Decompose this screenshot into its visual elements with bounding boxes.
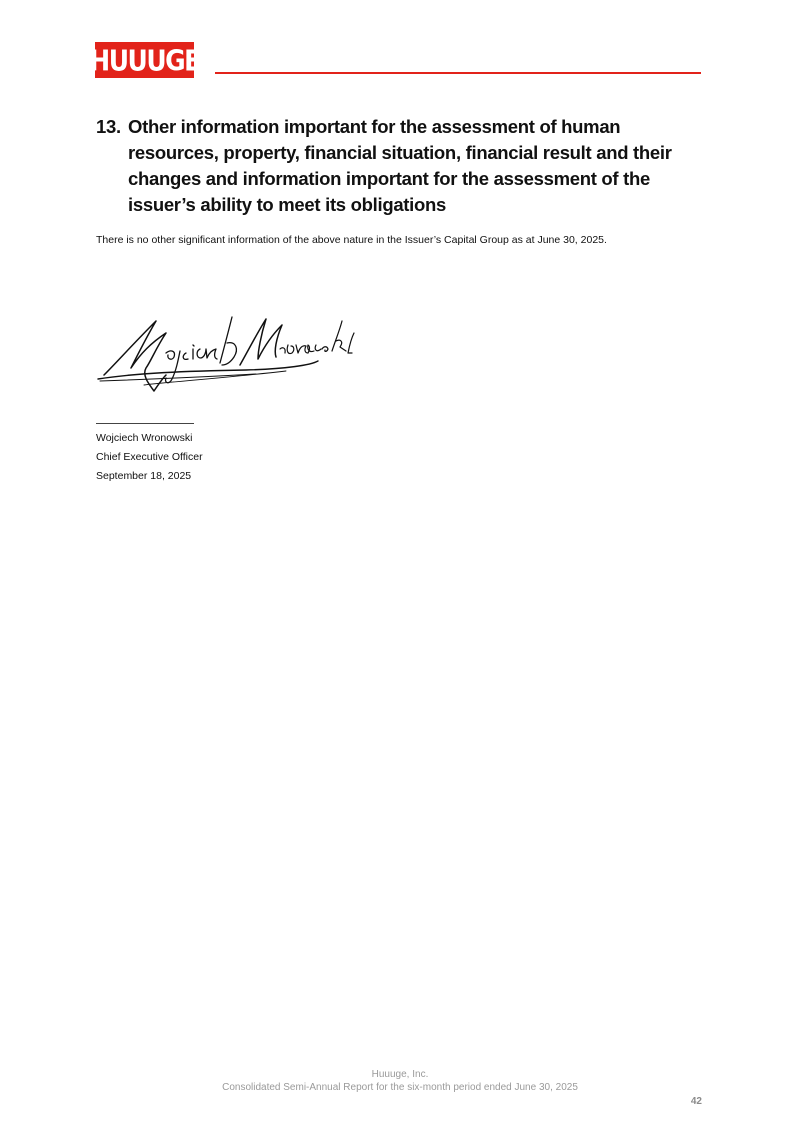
section-title: Other information important for the assessment of human resources, property, financial situation, financial result and their changes and information important for the assessment of the issuer’s ability to meet its obligations: [128, 116, 672, 215]
section-body: There is no other significant information of the above nature in the Issuer’s Capital Group as at June 30, 2025.: [96, 234, 607, 246]
page-number: 42: [690, 1096, 702, 1107]
section-heading: [96, 114, 706, 218]
footer-report-title: Consolidated Semi-Annual Report for the six-month period ended June 30, 2025: [222, 1082, 578, 1093]
section-number: 13.: [96, 116, 121, 137]
page-footer: [0, 1068, 800, 1094]
footer-company: Huuuge, Inc.: [371, 1069, 429, 1080]
signatory-title: Chief Executive Officer: [96, 451, 203, 463]
logo-text: HUUUGE: [89, 43, 200, 77]
company-logo: [89, 42, 200, 78]
signature-line: [96, 423, 194, 424]
signatory-name: Wojciech Wronowski: [96, 432, 193, 444]
signature-date: September 18, 2025: [96, 470, 192, 482]
header-divider: [215, 72, 701, 74]
signatory-block: [96, 429, 203, 486]
handwritten-signature: [96, 313, 358, 395]
